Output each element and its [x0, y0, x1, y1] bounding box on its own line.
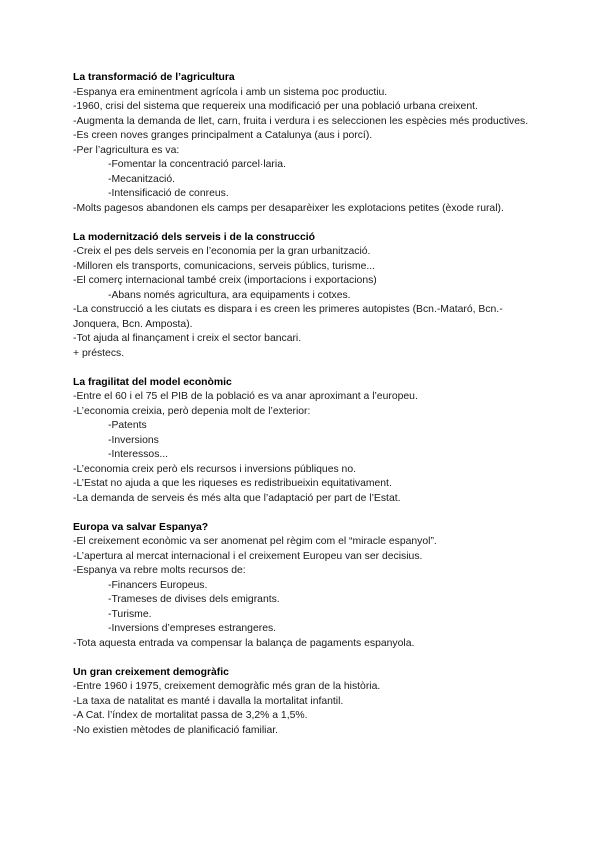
text-line: -La taxa de natalitat es manté i davalla la mortalitat infantil.	[73, 695, 344, 707]
sub-bullet-line: -Inversions d’empreses estrangeres.	[108, 623, 277, 634]
text-line: -L’Estat no ajuda a que les riqueses es redistribueixin equitativament.	[73, 478, 392, 489]
text-line: -1960, crisi del sistema que requereix una modificació per una població urbana creixent.	[73, 101, 478, 112]
document-section	[73, 376, 543, 507]
document-section	[73, 71, 543, 216]
sub-bullet-line: -Interessos...	[108, 449, 169, 460]
section-heading: La modernització dels serveis i de la construcció	[73, 231, 315, 243]
text-line: -L’apertura al mercat internacional i el creixement Europeu van ser decisius.	[73, 550, 423, 562]
text-line: -Augmenta la demanda de llet, carn, fruita i verdura i es seleccionen les espècies més productives.	[73, 115, 529, 127]
document-section	[73, 231, 543, 362]
document-page	[73, 71, 543, 753]
text-line: + préstecs.	[73, 347, 125, 359]
text-line: -Per l’agricultura es va:	[73, 144, 180, 156]
sub-bullet-line: -Mecanització.	[108, 173, 175, 185]
sub-bullet-line: -Turisme.	[108, 608, 152, 620]
text-line: -No existien mètodes de planificació familiar.	[73, 724, 279, 736]
text-line: -Milloren els transports, comunicacions, serveis públics, turisme...	[73, 260, 376, 272]
sub-bullet-line: -Inversions	[108, 434, 159, 446]
sub-bullet-line: -Patents	[108, 420, 147, 431]
text-line: -Espanya era eminentment agrícola i amb un sistema poc productiu.	[73, 86, 388, 98]
sub-bullet-line: -Intensificació de conreus.	[108, 188, 229, 199]
text-line: -L’economia creixia, però depenia molt de l’exterior:	[73, 405, 311, 417]
text-line: -Entre 1960 i 1975, creixement demogràfic més gran de la història.	[73, 681, 381, 692]
section-heading: La transformació de l’agricultura	[73, 72, 235, 83]
section-heading: Europa va salvar Espanya?	[73, 521, 209, 533]
document-section	[73, 666, 543, 739]
sub-bullet-line: -Trameses de divises dels emigrants.	[108, 594, 280, 605]
text-line: -La construcció a les ciutats es dispara i es creen les primeres autopistes (Bcn.-Mataró, Bcn.-Jonquera, Bcn. Amposta).	[73, 304, 503, 330]
sub-bullet-line: -Financers Europeus.	[108, 579, 208, 591]
text-line: -El comerç internacional també creix (importacions i exportacions)	[73, 275, 377, 286]
sub-bullet-line: -Fomentar la concentració parcel·laria.	[108, 159, 286, 170]
text-line: -La demanda de serveis és més alta que l’adaptació per part de l’Estat.	[73, 492, 401, 504]
section-heading: La fragilitat del model econòmic	[73, 376, 232, 388]
sub-bullet-line: -Abans només agricultura, ara equipaments i cotxes.	[108, 289, 351, 301]
text-line: -Tot ajuda al finançament i creix el sector bancari.	[73, 333, 302, 344]
text-line: -Entre el 60 i el 75 el PIB de la població es va anar aproximant a l’europeu.	[73, 391, 418, 402]
text-line: -L’economia creix però els recursos i inversions públiques no.	[73, 463, 356, 475]
text-line: -Tota aquesta entrada va compensar la balança de pagaments espanyola.	[73, 637, 415, 649]
text-line: -Molts pagesos abandonen els camps per desaparèixer les explotacions petites (èxode rural).	[73, 202, 504, 214]
text-line: -Creix el pes dels serveis en l’economia per la gran urbanització.	[73, 246, 371, 257]
text-line: -A Cat. l’índex de mortalitat passa de 3,2% a 1,5%.	[73, 710, 308, 721]
document-section	[73, 521, 543, 652]
text-line: -El creixement econòmic va ser anomenat pel règim com el “miracle espanyol”.	[73, 536, 437, 547]
section-heading: Un gran creixement demogràfic	[73, 666, 229, 678]
text-line: -Espanya va rebre molts recursos de:	[73, 565, 246, 576]
text-line: -Es creen noves granges principalment a Catalunya (aus i porcí).	[73, 130, 373, 141]
